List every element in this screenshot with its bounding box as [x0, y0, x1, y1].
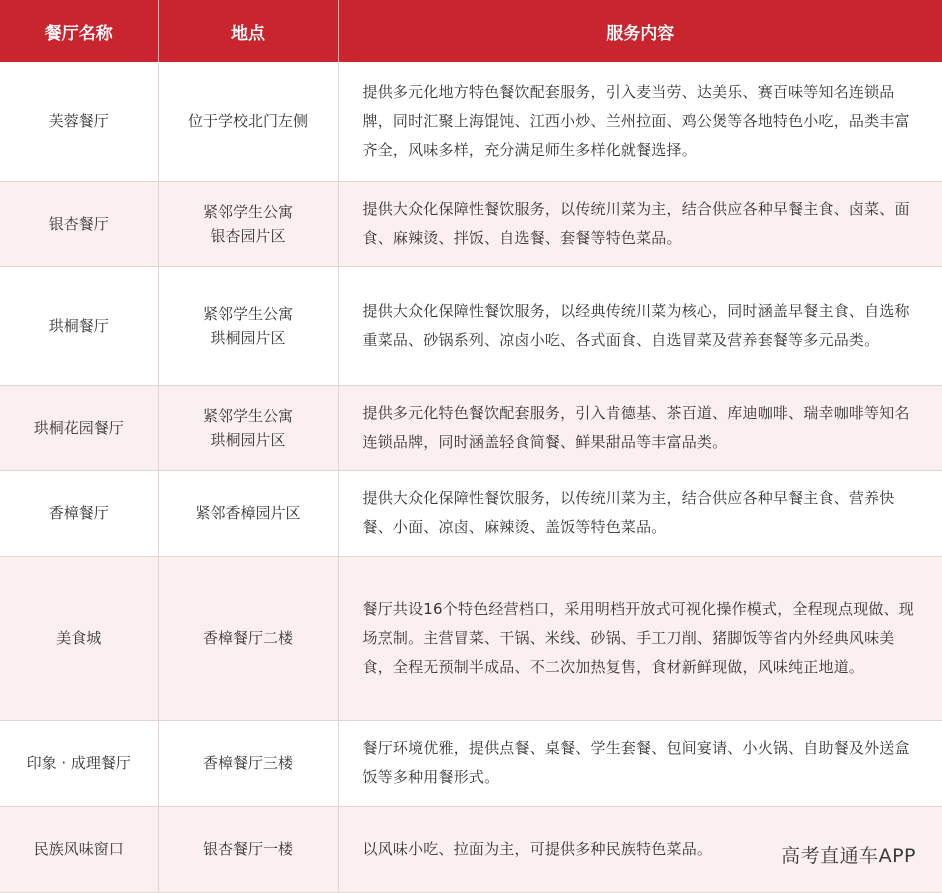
table-row	[0, 266, 942, 385]
location-line: 珙桐园片区	[210, 328, 286, 347]
table-header-row	[0, 0, 942, 62]
location-line: 紧邻香樟园片区	[195, 504, 301, 522]
location-line: 紧邻学生公寓	[202, 202, 293, 221]
header-restaurant-name: 餐厅名称	[0, 0, 158, 62]
restaurant-name: 珙桐餐厅	[0, 266, 158, 385]
location-line: 银杏餐厅一楼	[202, 840, 293, 858]
restaurant-location	[158, 385, 338, 470]
restaurant-name: 美食城	[0, 556, 158, 720]
location-line: 紧邻学生公寓	[202, 304, 293, 323]
restaurant-location	[158, 470, 338, 556]
header-service-content: 服务内容	[338, 0, 942, 62]
restaurant-location	[158, 720, 338, 806]
service-description: 提供多元化地方特色餐饮配套服务，引入麦当劳、达美乐、赛百味等知名连锁品牌，同时汇聚上海馄饨、江西小炒、兰州拉面、鸡公煲等各地特色小吃，品类丰富齐全，风味多样，充分满足师生多样化就餐选择。	[338, 62, 942, 181]
location-line: 位于学校北门左侧	[187, 112, 308, 131]
service-description: 以风味小吃、拉面为主，可提供多种民族特色菜品。	[338, 806, 942, 892]
restaurant-location	[158, 181, 338, 266]
location-line: 银杏园片区	[210, 226, 286, 245]
service-description: 提供大众化保障性餐饮服务，以传统川菜为主，结合供应各种早餐主食、卤菜、面食、麻辣烫、拌饭、自选餐、套餐等特色菜品。	[338, 181, 942, 266]
restaurant-name: 银杏餐厅	[0, 181, 158, 266]
watermark-text: 高考直通车APP	[781, 845, 916, 867]
restaurant-name: 民族风味窗口	[0, 806, 158, 892]
table-row	[0, 556, 942, 720]
restaurant-name: 珙桐花园餐厅	[0, 385, 158, 470]
table-row	[0, 62, 942, 181]
table-row	[0, 470, 942, 556]
restaurant-name: 香樟餐厅	[0, 470, 158, 556]
restaurant-location	[158, 556, 338, 720]
service-description: 提供大众化保障性餐饮服务，以经典传统川菜为核心，同时涵盖早餐主食、自选称重菜品、砂锅系列、凉卤小吃、各式面食、自选冒菜及营养套餐等多元品类。	[338, 266, 942, 385]
restaurant-location	[158, 266, 338, 385]
location-line: 香樟餐厅三楼	[202, 754, 293, 772]
location-line: 紧邻学生公寓	[202, 406, 293, 425]
restaurant-name: 芙蓉餐厅	[0, 62, 158, 181]
restaurant-location	[158, 62, 338, 181]
location-line: 香樟餐厅二楼	[202, 629, 293, 647]
table-row	[0, 720, 942, 806]
service-description: 餐厅环境优雅，提供点餐、桌餐、学生套餐、包间宴请、小火锅、自助餐及外送盒饭等多种用餐形式。	[338, 720, 942, 806]
service-description: 提供多元化特色餐饮配套服务，引入肯德基、茶百道、库迪咖啡、瑞幸咖啡等知名连锁品牌，同时涵盖轻食简餐、鲜果甜品等丰富品类。	[338, 385, 942, 470]
location-line: 珙桐园片区	[210, 430, 286, 449]
service-description: 餐厅共设16个特色经营档口，采用明档开放式可视化操作模式，全程现点现做、现场烹制。主营冒菜、干锅、米线、砂锅、手工刀削、猪脚饭等省内外经典风味美食，全程无预制半成品、不二次加热复售，食材新鲜现做，风味纯正地道。	[338, 556, 942, 720]
table-row	[0, 181, 942, 266]
restaurant-location	[158, 806, 338, 892]
service-description: 提供大众化保障性餐饮服务，以传统川菜为主，结合供应各种早餐主食、营养快餐、小面、凉卤、麻辣烫、盖饭等特色菜品。	[338, 470, 942, 556]
header-location: 地点	[158, 0, 338, 62]
restaurant-name: 印象 · 成理餐厅	[0, 720, 158, 806]
table-row	[0, 385, 942, 470]
